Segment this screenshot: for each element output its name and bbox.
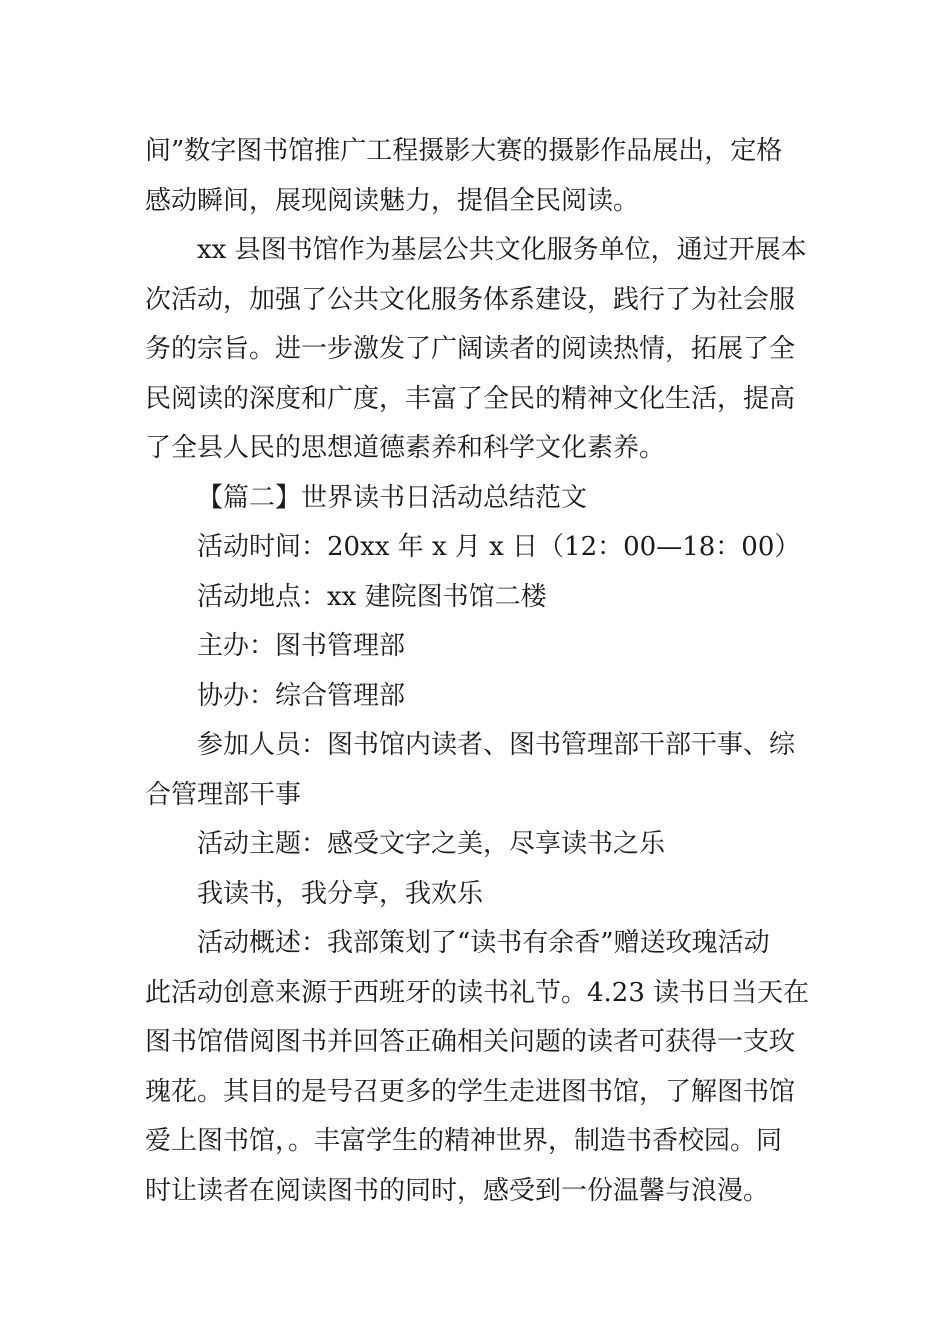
event-time: 活动时间：20xx 年 x 月 x 日（12：00—18：00） <box>197 532 801 562</box>
event-slogan: 我读书，我分享，我欢乐 <box>197 878 484 909</box>
text-line-6: 民阅读的深度和广度，丰富了全民的精神文化生活，提高 <box>145 383 796 414</box>
event-theme: 活动主题：感受文字之美，尽享读书之乐 <box>197 829 666 859</box>
text-line-4: 次活动，加强了公共文化服务体系建设，践行了为社会服 <box>145 284 796 315</box>
text-line-21: 爱上图书馆，。丰富学生的精神世界，制造书香校园。同 <box>145 1126 783 1156</box>
event-organizer: 主办：图书管理部 <box>197 631 406 661</box>
event-participants: 参加人员：图书馆内读者、图书管理部干部干事、综 <box>197 730 796 760</box>
event-overview: 活动概述：我部策划了“读书有余香”赠送玫瑰活动 <box>197 928 770 958</box>
text-line-2: 感动瞬间，展现阅读魅力，提倡全民阅读。 <box>145 185 640 216</box>
section-heading: 【篇二】世界读书日活动总结范文 <box>197 482 588 513</box>
event-co-organizer: 协办：综合管理部 <box>197 680 406 711</box>
event-location: 活动地点：xx 建院图书馆二楼 <box>197 581 547 612</box>
text-line-18: 此活动创意来源于西班牙的读书礼节。4.23 读书日当天在 <box>145 977 810 1008</box>
event-participants-cont: 合管理部干事 <box>145 779 302 810</box>
text-line-19: 图书馆借阅图书并回答正确相关问题的读者可获得一支玫 <box>145 1027 796 1057</box>
text-line-1: 间”数字图书馆推广工程摄影大赛的摄影作品展出，定格 <box>145 136 783 166</box>
text-line-5: 务的宗旨。进一步激发了广阔读者的阅读热情，拓展了全 <box>145 334 796 364</box>
text-line-3: xx 县图书馆作为基层公共文化服务单位，通过开展本 <box>197 235 807 265</box>
text-line-22: 时让读者在阅读图书的同时，感受到一份温馨与浪漫。 <box>145 1175 770 1206</box>
document-page <box>145 127 810 1216</box>
text-line-7: 了全县人民的思想道德素养和科学文化素养。 <box>145 433 666 463</box>
text-line-20: 瑰花。其目的是号召更多的学生走进图书馆，了解图书馆 <box>145 1076 796 1107</box>
